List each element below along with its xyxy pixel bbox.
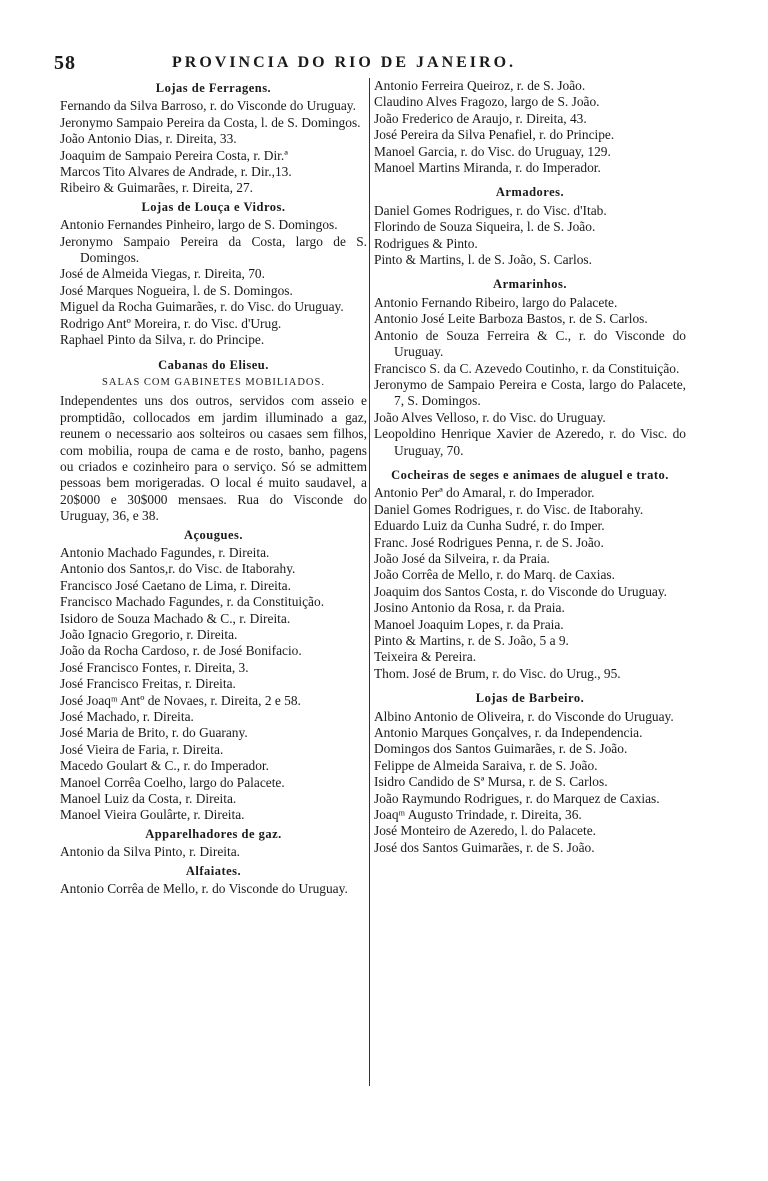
- section-heading: Lojas de Ferragens.: [155, 81, 272, 95]
- directory-entry: Raphael Pinto da Silva, r. do Principe.: [60, 332, 265, 348]
- directory-entry: Eduardo Luiz da Cunha Sudré, r. do Imper.: [374, 518, 605, 534]
- directory-entry: Antonio Fernandes Pinheiro, largo de S. Domingos.: [60, 217, 338, 233]
- advert-paragraph: Independentes uns dos outros, servidos com asseio e promptidão, collocados em jardim illuminado a gaz, reunem o necessario aos solteiros ou casaes sem filhos, com mobilia, roupa de cama e de rosto, banho, pagens ou criados e cozinheiro para o serviço. Só se admittem pessoas bem morigeradas. O local é muito saudavel, a 20$000 e 30$000 mensaes. Rua do Visconde do Uruguay, 36, e 38.: [60, 393, 367, 524]
- directory-entry: José dos Santos Guimarães, r. de S. João.: [374, 839, 595, 855]
- directory-entry: Antonio da Silva Pinto, r. Direita.: [60, 844, 241, 860]
- section-heading: Apparelhadores de gaz.: [145, 826, 282, 841]
- directory-entry: Joaquim dos Santos Costa, r. do Visconde do Uruguay.: [374, 583, 668, 599]
- entry-list: [60, 98, 367, 196]
- directory-entry: Pinto & Martins, l. de S. João, S. Carlos.: [374, 252, 592, 268]
- directory-entry: João Corrêa de Mello, r. do Marq. de Caxias.: [374, 567, 615, 583]
- directory-entry: Claudino Alves Fragozo, largo de S. João.: [374, 94, 600, 110]
- directory-entry: Antonio Perª do Amaral, r. do Imperador.: [374, 485, 595, 501]
- section-heading: Lojas de Louça e Vidros.: [141, 199, 286, 214]
- directory-entry: José Vieira de Faria, r. Direita.: [60, 741, 224, 757]
- directory-entry: José Francisco Freitas, r. Direita.: [60, 676, 236, 692]
- section-heading: Açougues.: [183, 527, 244, 542]
- directory-entry: Rodrigo Antº Moreira, r. do Visc. d'Urug.: [60, 315, 282, 331]
- directory-entry: Felippe de Almeida Saraiva, r. de S. João.: [374, 757, 598, 773]
- directory-entry: Thom. José de Brum, r. do Visc. do Urug., 95.: [374, 665, 621, 681]
- directory-entry: José Joaqᵐ Antº de Novaes, r. Direita, 2 e 58.: [60, 692, 301, 708]
- directory-entry: Manoel Luiz da Costa, r. Direita.: [60, 791, 237, 807]
- directory-entry: Josino Antonio da Rosa, r. da Praia.: [374, 600, 565, 616]
- directory-entry: Teixeira & Pereira.: [374, 649, 477, 665]
- directory-entry: Francisco S. da C. Azevedo Coutinho, r. da Constituição.: [374, 360, 680, 376]
- directory-entry: Jeronymo Sampaio Pereira da Costa, largo de S. Domingos.: [60, 233, 367, 266]
- directory-entry: José Maria de Brito, r. do Guarany.: [60, 725, 248, 741]
- page-header: [54, 52, 554, 78]
- directory-entry: João da Rocha Cardoso, r. de José Bonifacio.: [60, 643, 302, 659]
- directory-entry: Francisco José Caetano de Lima, r. Direita.: [60, 577, 291, 593]
- directory-entry: Pinto & Martins, r. de S. João, 5 a 9.: [374, 633, 569, 648]
- directory-entry: João Ignacio Gregorio, r. Direita.: [60, 627, 238, 642]
- directory-entry: João Alves Velloso, r. do Visc. do Uruguay.: [374, 409, 606, 425]
- directory-entry: João Raymundo Rodrigues, r. do Marquez de Caxias.: [374, 790, 660, 806]
- entry-list: [60, 217, 367, 348]
- directory-entry: Manoel Martins Miranda, r. do Imperador.: [374, 160, 601, 176]
- directory-entry: Antonio Machado Fagundes, r. Direita.: [60, 544, 270, 560]
- left-column: [60, 78, 367, 898]
- directory-entry: Manoel Joaquim Lopes, r. da Praia.: [374, 616, 564, 632]
- entry-list: [60, 545, 367, 824]
- directory-entry: Antonio de Souza Ferreira & C., r. do Visconde do Uruguay.: [374, 327, 686, 360]
- directory-entry: Ribeiro & Guimarães, r. Direita, 27.: [60, 180, 253, 196]
- directory-entry: Francisco Machado Fagundes, r. da Constituição.: [60, 594, 325, 610]
- directory-entry: Isidoro de Souza Machado & C., r. Direita.: [60, 610, 291, 626]
- directory-entry: Joaquim de Sampaio Pereira Costa, r. Dir.ª: [60, 147, 288, 163]
- entry-list: [374, 203, 686, 269]
- directory-entry: João Frederico de Araujo, r. Direita, 43.: [374, 110, 587, 126]
- section-heading: Alfaiates.: [185, 863, 242, 878]
- directory-entry: Fernando da Silva Barroso, r. do Visconde do Uruguay.: [60, 98, 356, 114]
- directory-entry: Joaqᵐ Augusto Trindade, r. Direita, 36.: [374, 807, 582, 823]
- directory-entry: Albino Antonio de Oliveira, r. do Visconde do Uruguay.: [374, 708, 674, 724]
- directory-entry: Daniel Gomes Rodrigues, r. do Visc. d'Itab.: [374, 202, 607, 218]
- directory-entry: Antonio José Leite Barboza Bastos, r. de S. Carlos.: [374, 311, 648, 327]
- directory-entry: Antonio Corrêa de Mello, r. do Visconde do Uruguay.: [60, 881, 348, 897]
- directory-entry: Antonio dos Santos,r. do Visc. de Itaborahy.: [60, 561, 296, 577]
- directory-entry: Antonio Ferreira Queiroz, r. de S. João.: [374, 78, 586, 93]
- directory-entry: Manoel Garcia, r. do Visc. do Uruguay, 129.: [374, 143, 611, 159]
- directory-entry: Jeronymo Sampaio Pereira da Costa, l. de S. Domingos.: [60, 114, 361, 130]
- section-heading: Cocheiras de seges e animaes de aluguel e trato.: [391, 467, 669, 482]
- entry-list: [60, 881, 367, 897]
- directory-entry: Isidro Candido de Sª Mursa, r. de S. Carlos.: [374, 774, 608, 790]
- directory-entry: José de Almeida Viegas, r. Direita, 70.: [60, 266, 265, 282]
- entry-list: [374, 78, 686, 176]
- section-subheading: SALAS COM GABINETES MOBILIADOS.: [102, 376, 325, 388]
- right-column: [374, 78, 686, 856]
- section-heading: Lojas de Barbeiro.: [475, 691, 585, 706]
- directory-entry: Jeronymo de Sampaio Pereira e Costa, largo do Palacete, 7, S. Domingos.: [374, 376, 686, 409]
- directory-entry: João José da Silveira, r. da Praia.: [374, 550, 550, 566]
- directory-entry: Leopoldino Henrique Xavier de Azeredo, r. do Visc. do Uruguay, 70.: [374, 426, 686, 458]
- section-heading: Armadores.: [495, 185, 565, 200]
- section-heading: Armarinhos.: [493, 277, 567, 292]
- directory-entry: José Francisco Fontes, r. Direita, 3.: [60, 659, 249, 675]
- directory-entry: João Antonio Dias, r. Direita, 33.: [60, 131, 237, 147]
- column-divider: [369, 78, 370, 1086]
- running-title: PROVINCIA DO RIO DE JANEIRO.: [172, 54, 517, 71]
- page-number: 58: [54, 52, 76, 74]
- directory-entry: Macedo Goulart & C., r. do Imperador.: [60, 758, 269, 774]
- directory-entry: Daniel Gomes Rodrigues, r. do Visc. de Itaborahy.: [374, 501, 644, 517]
- directory-entry: José Pereira da Silva Penafiel, r. do Principe.: [374, 127, 615, 143]
- directory-entry: José Marques Nogueira, l. de S. Domingos.: [60, 282, 293, 298]
- entry-list: [374, 295, 686, 459]
- directory-entry: Manoel Vieira Goulârte, r. Direita.: [60, 807, 245, 823]
- entry-list: [374, 709, 686, 857]
- entry-list: [374, 485, 686, 682]
- entry-list: [60, 844, 367, 860]
- section-heading: Cabanas do Eliseu.: [158, 357, 269, 372]
- directory-entry: Florindo de Souza Siqueira, l. de S. João.: [374, 219, 596, 235]
- directory-entry: José Monteiro de Azeredo, l. do Palacete.: [374, 823, 596, 839]
- directory-entry: Antonio Fernando Ribeiro, largo do Palacete.: [374, 294, 618, 310]
- directory-entry: José Machado, r. Direita.: [60, 709, 194, 725]
- directory-entry: Rodrigues & Pinto.: [374, 235, 478, 251]
- directory-entry: Marcos Tito Alvares de Andrade, r. Dir.,13.: [60, 164, 292, 180]
- directory-entry: Manoel Corrêa Coelho, largo do Palacete.: [60, 774, 285, 790]
- directory-entry: Miguel da Rocha Guimarães, r. do Visc. do Uruguay.: [60, 299, 344, 315]
- directory-entry: Antonio Marques Gonçalves, r. da Independencia.: [374, 725, 643, 741]
- directory-entry: Domingos dos Santos Guimarães, r. de S. João.: [374, 741, 628, 757]
- directory-entry: Franc. José Rodrigues Penna, r. de S. João.: [374, 534, 604, 550]
